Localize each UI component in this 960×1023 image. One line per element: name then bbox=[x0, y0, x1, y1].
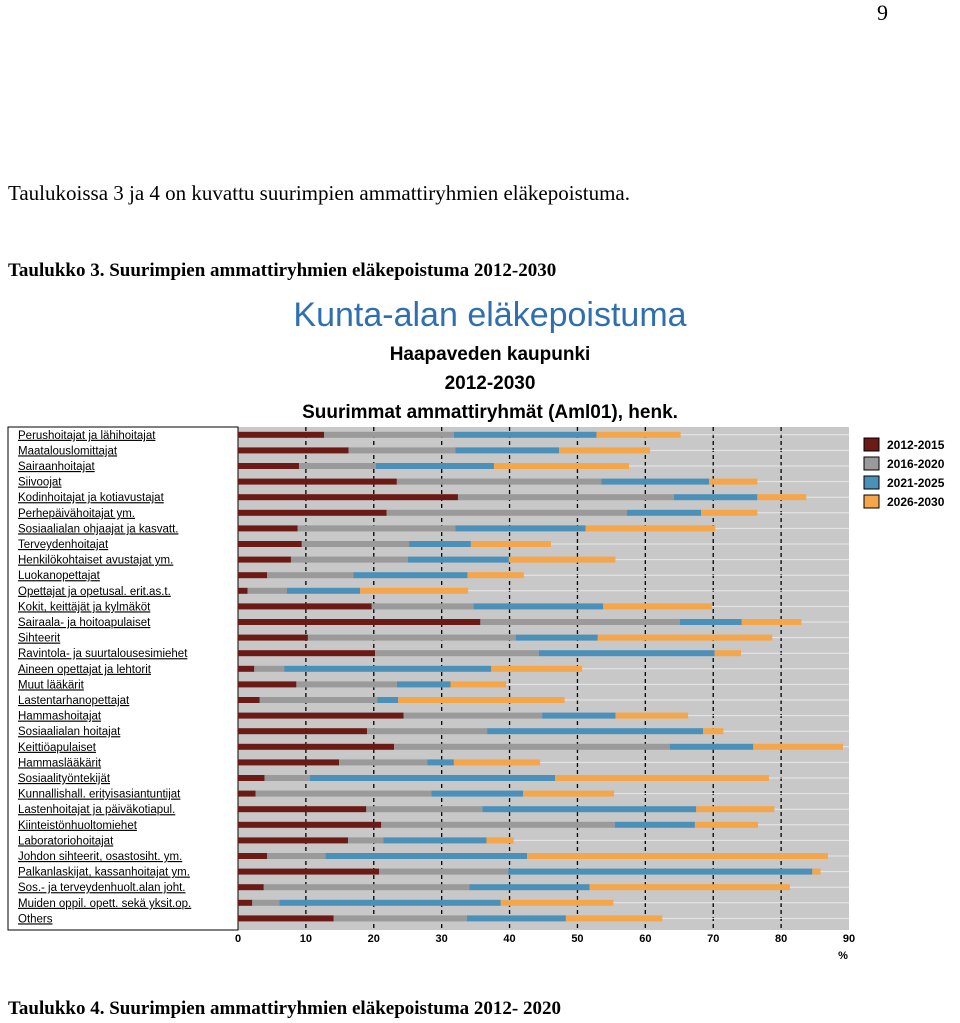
intro-paragraph: Taulukoissa 3 ja 4 on kuvattu suurimpien ammattiryhmien eläkepoistuma. bbox=[8, 181, 630, 205]
bar-segment-2012-2015 bbox=[238, 806, 366, 812]
bar-segment-2021-2025 bbox=[487, 728, 703, 734]
bar-segment-2026-2030 bbox=[715, 650, 741, 656]
bar-segment-2026-2030 bbox=[471, 541, 551, 547]
legend-label: 2021-2025 bbox=[887, 476, 945, 490]
category-label: Keittiöapulaiset bbox=[18, 741, 96, 754]
x-tick-label: 0 bbox=[234, 933, 242, 945]
bar-segment-2016-2020 bbox=[254, 666, 284, 672]
chart-subtitle-city: Haapaveden kaupunki bbox=[389, 344, 591, 365]
legend-swatch bbox=[864, 457, 879, 470]
category-label: Aineen opettajat ja lehtorit bbox=[18, 663, 151, 676]
bar-segment-2021-2025 bbox=[408, 557, 509, 563]
bar-segment-2012-2015 bbox=[238, 744, 394, 750]
bar-segment-2016-2020 bbox=[260, 697, 377, 703]
bar-segment-2021-2025 bbox=[383, 837, 486, 843]
category-label: Hammaslääkärit bbox=[18, 757, 102, 770]
bar-segment-2012-2015 bbox=[238, 869, 379, 875]
category-label: Sairaala- ja hoitoapulaiset bbox=[18, 617, 151, 629]
bar-segment-2026-2030 bbox=[494, 463, 629, 469]
bar-segment-2021-2025 bbox=[326, 853, 528, 859]
bar-segment-2021-2025 bbox=[376, 463, 494, 469]
bar-segment-2012-2015 bbox=[238, 775, 264, 781]
bar-segment-2021-2025 bbox=[431, 791, 523, 797]
bar-segment-2026-2030 bbox=[450, 681, 506, 687]
x-axis-label: % bbox=[838, 950, 848, 962]
category-label: Ravintola- ja suurtalousesimiehet bbox=[18, 648, 188, 661]
bar-segment-2021-2025 bbox=[674, 494, 758, 500]
bar-segment-2012-2015 bbox=[238, 759, 339, 765]
legend-label: 2016-2020 bbox=[887, 457, 945, 471]
category-label: Siivoojat bbox=[18, 476, 62, 489]
bar-segment-2026-2030 bbox=[703, 728, 723, 734]
bar-segment-2016-2020 bbox=[267, 572, 353, 578]
category-label: Kokit, keittäjät ja kylmäköt bbox=[18, 601, 151, 614]
bar-segment-2021-2025 bbox=[470, 884, 590, 890]
bar-segment-2012-2015 bbox=[238, 525, 298, 531]
bar-segment-2026-2030 bbox=[566, 915, 662, 921]
bar-segment-2026-2030 bbox=[467, 572, 523, 578]
bar-segment-2026-2030 bbox=[812, 869, 820, 875]
category-label: Henkilökohtaiset avustajat ym. bbox=[18, 554, 174, 567]
bar-segment-2012-2015 bbox=[238, 447, 349, 453]
bar-segment-2012-2015 bbox=[238, 697, 260, 703]
bar-segment-2016-2020 bbox=[334, 915, 467, 921]
bar-segment-2016-2020 bbox=[366, 806, 482, 812]
bar-segment-2026-2030 bbox=[527, 853, 828, 859]
bar-segment-2026-2030 bbox=[454, 759, 540, 765]
category-label: Lastentarhanopettajat bbox=[18, 695, 130, 707]
bar-segment-2026-2030 bbox=[696, 806, 774, 812]
bar-segment-2012-2015 bbox=[238, 510, 387, 516]
bar-segment-2016-2020 bbox=[256, 791, 432, 797]
bar-segment-2012-2015 bbox=[238, 635, 308, 641]
bar-segment-2026-2030 bbox=[398, 697, 564, 703]
bar-segment-2021-2025 bbox=[287, 588, 360, 594]
bar-segment-2026-2030 bbox=[590, 884, 790, 890]
bar-segment-2016-2020 bbox=[458, 494, 674, 500]
bar-segment-2012-2015 bbox=[238, 603, 372, 609]
bar-segment-2016-2020 bbox=[296, 681, 396, 687]
category-label: Sos.- ja terveydenhuolt.alan joht. bbox=[18, 882, 186, 895]
category-label: Sairaanhoitajat bbox=[18, 461, 95, 473]
category-label: Kiinteistönhuoltomiehet bbox=[18, 819, 137, 832]
bar-segment-2012-2015 bbox=[238, 619, 480, 625]
table-3-caption: Taulukko 3. Suurimpien ammattiryhmien eläkepoistuma 2012-2030 bbox=[8, 260, 557, 281]
bar-segment-2026-2030 bbox=[603, 603, 712, 609]
category-label: Others bbox=[18, 913, 53, 926]
bar-segment-2021-2025 bbox=[409, 541, 471, 547]
bar-segment-2021-2025 bbox=[627, 510, 701, 516]
category-label: Opettajat ja opetusal. erit.as.t. bbox=[18, 585, 171, 598]
bar-segment-2016-2020 bbox=[394, 744, 670, 750]
bar-segment-2021-2025 bbox=[353, 572, 467, 578]
bar-segment-2026-2030 bbox=[360, 588, 468, 594]
bar-segment-2016-2020 bbox=[367, 728, 487, 734]
bar-segment-2026-2030 bbox=[559, 447, 650, 453]
bar-segment-2026-2030 bbox=[757, 494, 806, 500]
chart-subtitle-groups: Suurimmat ammattiryhmät (Aml01), henk. bbox=[302, 402, 678, 423]
bar-segment-2026-2030 bbox=[509, 557, 616, 563]
bar-segment-2016-2020 bbox=[298, 525, 456, 531]
bar-segment-2016-2020 bbox=[387, 510, 627, 516]
bar-segment-2016-2020 bbox=[375, 650, 539, 656]
bar-segment-2021-2025 bbox=[455, 447, 559, 453]
bar-segment-2021-2025 bbox=[284, 666, 491, 672]
bar-segment-2016-2020 bbox=[381, 822, 615, 828]
bar-segment-2016-2020 bbox=[348, 837, 383, 843]
bar-segment-2021-2025 bbox=[542, 713, 615, 719]
bar-segment-2016-2020 bbox=[252, 900, 279, 906]
bar-segment-2016-2020 bbox=[264, 775, 309, 781]
x-tick-label: 10 bbox=[299, 933, 313, 945]
bar-segment-2012-2015 bbox=[238, 650, 375, 656]
bar-segment-2021-2025 bbox=[539, 650, 715, 656]
bar-segment-2021-2025 bbox=[508, 869, 812, 875]
category-label: Sosiaalialan ohjaajat ja kasvatt. bbox=[18, 523, 179, 536]
bar-segment-2016-2020 bbox=[372, 603, 474, 609]
x-tick-label: 80 bbox=[774, 933, 788, 945]
x-tick-label: 50 bbox=[571, 933, 584, 945]
category-label: Johdon sihteerit, osastosiht. ym. bbox=[18, 851, 183, 863]
bar-segment-2026-2030 bbox=[742, 619, 802, 625]
bar-segment-2012-2015 bbox=[238, 588, 248, 594]
bar-segment-2012-2015 bbox=[238, 791, 256, 797]
bar-segment-2012-2015 bbox=[238, 884, 264, 890]
bar-segment-2016-2020 bbox=[349, 447, 456, 453]
bar-segment-2012-2015 bbox=[238, 479, 397, 485]
bar-segment-2016-2020 bbox=[324, 432, 454, 438]
bar-segment-2026-2030 bbox=[701, 510, 757, 516]
legend-swatch bbox=[864, 495, 879, 508]
bar-segment-2016-2020 bbox=[302, 541, 409, 547]
category-label: Muut lääkärit bbox=[18, 679, 84, 692]
bar-segment-2026-2030 bbox=[523, 791, 614, 797]
bar-segment-2012-2015 bbox=[238, 463, 299, 469]
bar-segment-2016-2020 bbox=[308, 635, 516, 641]
bar-segment-2021-2025 bbox=[615, 822, 695, 828]
bar-segment-2026-2030 bbox=[753, 744, 843, 750]
category-label: Laboratoriohoitajat bbox=[18, 835, 114, 848]
bar-segment-2021-2025 bbox=[310, 775, 555, 781]
bar-segment-2026-2030 bbox=[598, 635, 772, 641]
category-label: Sosiaalialan hoitajat bbox=[18, 726, 121, 739]
bar-segment-2012-2015 bbox=[238, 713, 404, 719]
bar-segment-2016-2020 bbox=[267, 853, 325, 859]
bar-segment-2021-2025 bbox=[427, 759, 453, 765]
bar-segment-2012-2015 bbox=[238, 432, 324, 438]
category-label: Kodinhoitajat ja kotiavustajat bbox=[18, 492, 164, 505]
category-label: Terveydenhoitajat bbox=[18, 539, 109, 551]
x-tick-label: 90 bbox=[842, 933, 856, 945]
x-tick-label: 30 bbox=[435, 933, 448, 945]
bar-segment-2016-2020 bbox=[480, 619, 680, 625]
bar-segment-2012-2015 bbox=[238, 728, 367, 734]
bar-segment-2026-2030 bbox=[555, 775, 769, 781]
bar-segment-2026-2030 bbox=[615, 713, 688, 719]
bar-segment-2016-2020 bbox=[404, 713, 542, 719]
bar-segment-2021-2025 bbox=[377, 697, 398, 703]
legend-label: 2026-2030 bbox=[887, 495, 945, 509]
bar-segment-2026-2030 bbox=[586, 525, 716, 531]
chart-subtitle-years: 2012-2030 bbox=[444, 373, 536, 394]
bar-segment-2026-2030 bbox=[695, 822, 758, 828]
bar-segment-2021-2025 bbox=[482, 806, 696, 812]
table-4-caption: Taulukko 4. Suurimpien ammattiryhmien eläkepoistuma 2012- 2020 bbox=[8, 998, 562, 1019]
category-label: Lastenhoitajat ja päiväkotiapul. bbox=[18, 804, 176, 817]
bar-segment-2012-2015 bbox=[238, 822, 381, 828]
bar-segment-2026-2030 bbox=[709, 479, 757, 485]
bar-segment-2016-2020 bbox=[248, 588, 287, 594]
bar-segment-2026-2030 bbox=[596, 432, 680, 438]
category-label: Perushoitajat ja lähihoitajat bbox=[18, 429, 156, 442]
bar-segment-2021-2025 bbox=[279, 900, 500, 906]
category-label: Sosiaalityöntekijät bbox=[18, 773, 111, 785]
page-number: 9 bbox=[877, 0, 888, 25]
bar-segment-2012-2015 bbox=[238, 557, 291, 563]
category-label: Maatalouslomittajat bbox=[18, 445, 118, 458]
bar-segment-2012-2015 bbox=[238, 837, 348, 843]
legend-label: 2012-2015 bbox=[887, 438, 945, 452]
bar-segment-2016-2020 bbox=[299, 463, 376, 469]
category-label: Hammashoitajat bbox=[18, 710, 102, 723]
category-label: Kunnallishall. erityisasiantuntijat bbox=[18, 788, 181, 801]
bar-segment-2012-2015 bbox=[238, 666, 254, 672]
x-tick-label: 70 bbox=[707, 933, 720, 945]
bar-segment-2026-2030 bbox=[501, 900, 614, 906]
bar-segment-2021-2025 bbox=[455, 525, 585, 531]
bar-segment-2012-2015 bbox=[238, 915, 334, 921]
bar-segment-2016-2020 bbox=[339, 759, 427, 765]
legend-swatch bbox=[864, 476, 879, 489]
bar-segment-2016-2020 bbox=[397, 479, 601, 485]
bar-segment-2016-2020 bbox=[379, 869, 508, 875]
bar-segment-2021-2025 bbox=[397, 681, 451, 687]
bar-segment-2016-2020 bbox=[291, 557, 408, 563]
pension-chart bbox=[0, 288, 960, 970]
category-label: Muiden oppil. opett. sekä yksit.op. bbox=[18, 897, 192, 910]
bar-segment-2021-2025 bbox=[680, 619, 742, 625]
bar-segment-2021-2025 bbox=[454, 432, 597, 438]
bar-segment-2026-2030 bbox=[491, 666, 582, 672]
bar-segment-2012-2015 bbox=[238, 541, 302, 547]
category-label: Sihteerit bbox=[18, 632, 61, 645]
x-tick-label: 60 bbox=[639, 933, 652, 945]
bar-segment-2021-2025 bbox=[474, 603, 604, 609]
bar-segment-2026-2030 bbox=[486, 837, 513, 843]
bar-segment-2012-2015 bbox=[238, 494, 458, 500]
bar-segment-2012-2015 bbox=[238, 681, 296, 687]
x-tick-label: 20 bbox=[367, 933, 380, 945]
category-label: Perhepäivähoitajat ym. bbox=[18, 507, 135, 520]
chart-title: Kunta-alan eläkepoistuma bbox=[293, 296, 687, 334]
x-tick-label: 40 bbox=[503, 933, 516, 945]
bar-segment-2012-2015 bbox=[238, 853, 267, 859]
legend-swatch bbox=[864, 438, 879, 451]
bar-segment-2021-2025 bbox=[601, 479, 709, 485]
bar-segment-2016-2020 bbox=[264, 884, 470, 890]
bar-segment-2021-2025 bbox=[467, 915, 566, 921]
bar-segment-2021-2025 bbox=[670, 744, 754, 750]
category-label: Palkanlaskijat, kassanhoitajat ym. bbox=[18, 866, 190, 879]
category-label: Luokanopettajat bbox=[18, 570, 100, 583]
bar-segment-2021-2025 bbox=[516, 635, 598, 641]
bar-segment-2012-2015 bbox=[238, 900, 252, 906]
bar-segment-2012-2015 bbox=[238, 572, 267, 578]
